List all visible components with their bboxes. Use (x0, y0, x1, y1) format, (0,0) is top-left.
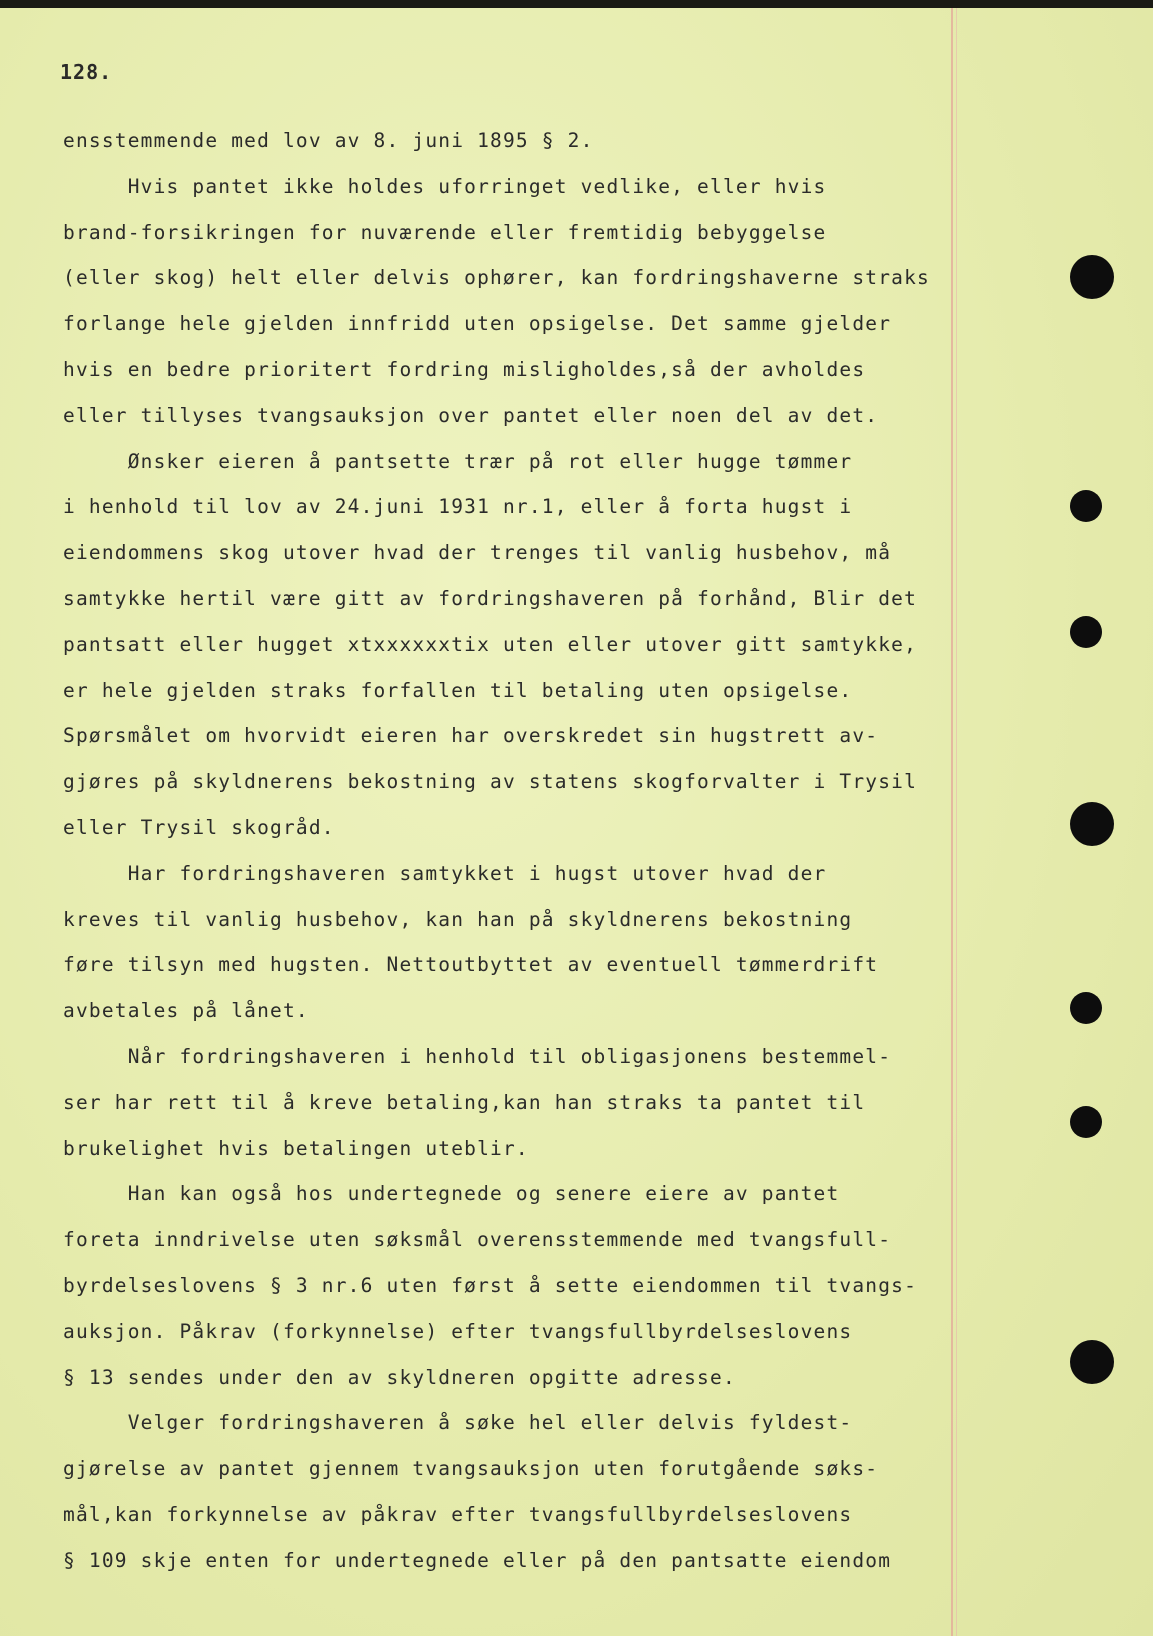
text-line: brand-forsikringen for nuværende eller fremtidig bebyggelse (63, 220, 827, 244)
page-number: 128. (60, 60, 113, 84)
text-line: foreta inndrivelse uten søksmål overensstemmende med tvangsfull- (63, 1228, 892, 1252)
text-line: § 109 skje enten for undertegnede eller på den pantsatte eiendom (63, 1548, 892, 1572)
text-line: Hvis pantet ikke holdes uforringet vedlike, eller hvis (63, 174, 827, 198)
text-line: forlange hele gjelden innfridd uten opsigelse. Det samme gjelder (63, 312, 892, 336)
text-line: Velger fordringshaveren å søke hel eller delvis fyldest- (63, 1411, 853, 1435)
text-line: ser har rett til å kreve betaling,kan han straks ta pantet til (63, 1090, 866, 1114)
text-line: § 13 sendes under den av skyldneren opgitte adresse. (63, 1365, 736, 1389)
text-line: pantsatt eller hugget xtxxxxxxtix uten eller utover gitt samtykke, (63, 632, 918, 656)
text-line: mål,kan forkynnelse av påkrav efter tvangsfullbyrdelseslovens (63, 1502, 853, 1526)
text-line: auksjon. Påkrav (forkynnelse) efter tvangsfullbyrdelseslovens (63, 1319, 853, 1343)
document-text (63, 118, 983, 1584)
text-line: er hele gjelden straks forfallen til betaling uten opsigelse. (63, 678, 853, 702)
text-line: byrdelseslovens § 3 nr.6 uten først å sette eiendommen til tvangs- (63, 1273, 918, 1297)
text-line: Han kan også hos undertegnede og senere eiere av pantet (63, 1182, 840, 1206)
punch-hole (1070, 255, 1114, 299)
text-line: gjøres på skyldnerens bekostning av statens skogforvalter i Trysil (63, 770, 918, 794)
text-line: gjørelse av pantet gjennem tvangsauksjon uten forutgående søks- (63, 1457, 879, 1481)
punch-hole (1070, 490, 1102, 522)
text-line: avbetales på lånet. (63, 999, 309, 1023)
text-line: eller tillyses tvangsauksjon over pantet eller noen del av det. (63, 403, 879, 427)
text-line: eiendommens skog utover hvad der trenges til vanlig husbehov, må (63, 541, 892, 565)
punch-hole (1070, 1106, 1102, 1138)
text-line: hvis en bedre prioritert fordring misligholdes,så der avholdes (63, 357, 866, 381)
punch-hole (1070, 1340, 1114, 1384)
text-line: i henhold til lov av 24.juni 1931 nr.1, eller å forta hugst i (63, 495, 853, 519)
text-line: kreves til vanlig husbehov, kan han på skyldnerens bekostning (63, 907, 853, 931)
text-line: samtykke hertil være gitt av fordringshaveren på forhånd, Blir det (63, 586, 918, 610)
punch-hole (1070, 992, 1102, 1024)
text-line: Spørsmålet om hvorvidt eieren har overskredet sin hugstrett av- (63, 724, 879, 748)
text-line: føre tilsyn med hugsten. Nettoutbyttet av eventuell tømmerdrift (63, 953, 879, 977)
punch-hole (1070, 802, 1114, 846)
text-line: ensstemmende med lov av 8. juni 1895 § 2. (63, 129, 594, 152)
text-line: brukelighet hvis betalingen uteblir. (63, 1136, 529, 1160)
punch-hole (1070, 616, 1102, 648)
text-line: Når fordringshaveren i henhold til obligasjonens bestemmel- (63, 1044, 892, 1068)
text-line: (eller skog) helt eller delvis ophører, kan fordringshaverne straks (63, 266, 930, 290)
text-line: Ønsker eieren å pantsette trær på rot eller hugge tømmer (63, 449, 853, 473)
text-line: Har fordringshaveren samtykket i hugst utover hvad der (63, 861, 827, 885)
text-line: eller Trysil skogråd. (63, 815, 335, 839)
document-page (0, 8, 1153, 1636)
